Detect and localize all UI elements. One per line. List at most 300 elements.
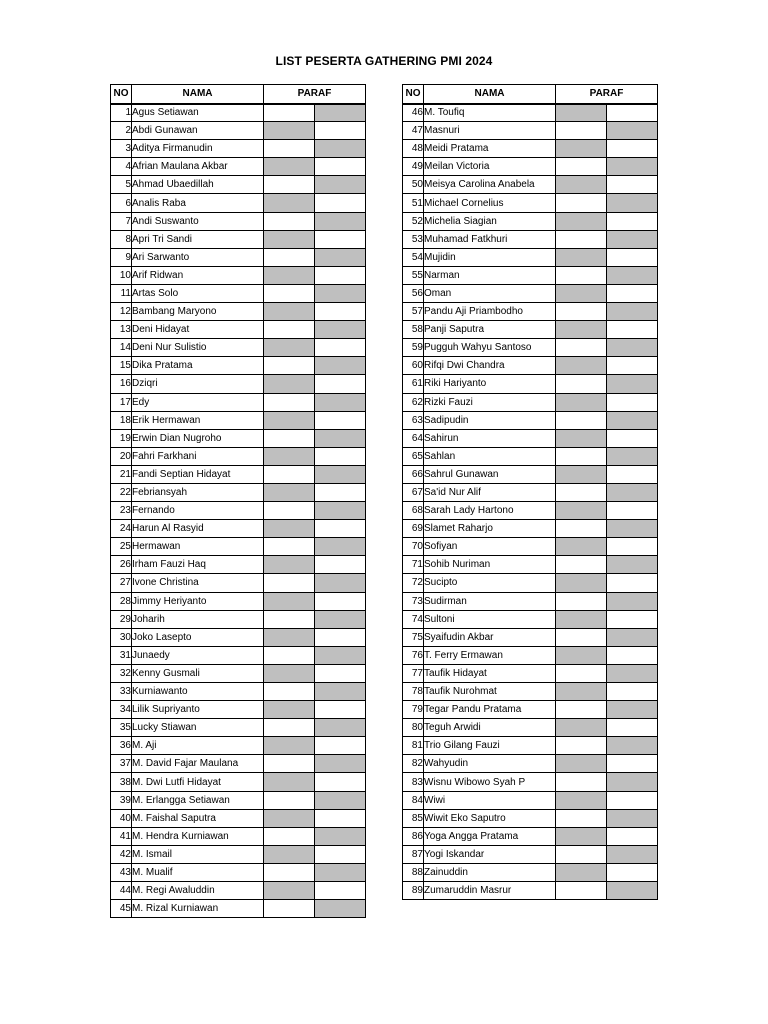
signature-cell-1[interactable] xyxy=(556,556,607,574)
signature-cell-1[interactable] xyxy=(264,447,315,465)
signature-cell-1[interactable] xyxy=(264,176,315,194)
participant-name: Sarah Lady Hartono xyxy=(424,502,556,520)
signature-cell-1[interactable] xyxy=(556,610,607,628)
signature-cell-1[interactable] xyxy=(556,719,607,737)
signature-cell-2[interactable] xyxy=(315,592,366,610)
participant-name: Taufik Hidayat xyxy=(424,664,556,682)
signature-cell-1[interactable] xyxy=(264,248,315,266)
participant-name: Trio Gilang Fauzi xyxy=(424,737,556,755)
participant-name: Ahmad Ubaedillah xyxy=(132,176,264,194)
signature-cell-2[interactable] xyxy=(607,664,658,682)
signature-cell-1[interactable] xyxy=(556,248,607,266)
signature-cell-1[interactable] xyxy=(264,357,315,375)
participant-name: Sucipto xyxy=(424,574,556,592)
signature-cell-2[interactable] xyxy=(607,502,658,520)
signature-cell-2[interactable] xyxy=(315,683,366,701)
signature-cell-1[interactable] xyxy=(264,321,315,339)
participant-name: Meidi Pratama xyxy=(424,140,556,158)
signature-cell-2[interactable] xyxy=(607,158,658,176)
signature-cell-2[interactable] xyxy=(315,882,366,900)
participant-name: M. Faishal Saputra xyxy=(132,809,264,827)
participant-name: Sa'id Nur Alif xyxy=(424,483,556,501)
row-number: 2 xyxy=(111,122,132,140)
signature-cell-1[interactable] xyxy=(264,556,315,574)
participant-name: Syaifudin Akbar xyxy=(424,628,556,646)
signature-cell-1[interactable] xyxy=(264,339,315,357)
table-row xyxy=(403,194,658,212)
table-row xyxy=(403,411,658,429)
signature-cell-2[interactable] xyxy=(607,230,658,248)
row-number: 33 xyxy=(111,683,132,701)
participant-name: Wiwi xyxy=(424,791,556,809)
signature-cell-2[interactable] xyxy=(315,538,366,556)
row-number: 42 xyxy=(111,845,132,863)
row-number: 24 xyxy=(111,520,132,538)
signature-cell-1[interactable] xyxy=(264,375,315,393)
row-number: 43 xyxy=(111,863,132,881)
signature-cell-1[interactable] xyxy=(556,393,607,411)
participant-name: Michael Cornelius xyxy=(424,194,556,212)
signature-cell-1[interactable] xyxy=(556,230,607,248)
table-row xyxy=(111,574,366,592)
table-row xyxy=(403,628,658,646)
participant-name: Harun Al Rasyid xyxy=(132,520,264,538)
signature-cell-2[interactable] xyxy=(315,574,366,592)
signature-cell-2[interactable] xyxy=(315,719,366,737)
signature-cell-2[interactable] xyxy=(315,827,366,845)
participant-name: Jimmy Heriyanto xyxy=(132,592,264,610)
signature-cell-1[interactable] xyxy=(556,646,607,664)
signature-cell-2[interactable] xyxy=(315,610,366,628)
participant-name: Sadipudin xyxy=(424,411,556,429)
table-row xyxy=(403,809,658,827)
signature-cell-2[interactable] xyxy=(315,502,366,520)
participant-name: Aditya Firmanudin xyxy=(132,140,264,158)
signature-cell-2[interactable] xyxy=(607,863,658,881)
signature-cell-1[interactable] xyxy=(264,809,315,827)
signature-cell-2[interactable] xyxy=(607,845,658,863)
signature-cell-2[interactable] xyxy=(315,646,366,664)
signature-cell-1[interactable] xyxy=(556,483,607,501)
signature-cell-2[interactable] xyxy=(315,845,366,863)
signature-cell-1[interactable] xyxy=(264,882,315,900)
table-row xyxy=(403,556,658,574)
table-row xyxy=(403,266,658,284)
signature-cell-2[interactable] xyxy=(315,791,366,809)
signature-cell-1[interactable] xyxy=(556,357,607,375)
participant-name: Riki Hariyanto xyxy=(424,375,556,393)
signature-cell-2[interactable] xyxy=(315,701,366,719)
signature-cell-1[interactable] xyxy=(264,230,315,248)
table-row xyxy=(403,176,658,194)
signature-cell-1[interactable] xyxy=(556,502,607,520)
signature-cell-1[interactable] xyxy=(264,628,315,646)
signature-cell-1[interactable] xyxy=(264,393,315,411)
signature-cell-2[interactable] xyxy=(607,683,658,701)
signature-cell-1[interactable] xyxy=(556,827,607,845)
signature-cell-2[interactable] xyxy=(607,429,658,447)
table-row xyxy=(111,628,366,646)
row-number: 35 xyxy=(111,719,132,737)
signature-cell-1[interactable] xyxy=(556,683,607,701)
signature-cell-2[interactable] xyxy=(315,447,366,465)
row-number: 64 xyxy=(403,429,424,447)
signature-cell-2[interactable] xyxy=(315,212,366,230)
participant-name: Zainuddin xyxy=(424,863,556,881)
participant-name: Joharih xyxy=(132,610,264,628)
row-number: 29 xyxy=(111,610,132,628)
signature-cell-1[interactable] xyxy=(556,303,607,321)
signature-cell-1[interactable] xyxy=(264,429,315,447)
row-number: 59 xyxy=(403,339,424,357)
signature-cell-2[interactable] xyxy=(315,339,366,357)
signature-cell-1[interactable] xyxy=(556,321,607,339)
signature-cell-1[interactable] xyxy=(556,284,607,302)
participant-name: Sohib Nuriman xyxy=(424,556,556,574)
signature-cell-2[interactable] xyxy=(315,755,366,773)
participant-name: Arif Ridwan xyxy=(132,266,264,284)
signature-cell-1[interactable] xyxy=(264,194,315,212)
signature-cell-2[interactable] xyxy=(607,447,658,465)
signature-cell-1[interactable] xyxy=(556,411,607,429)
signature-cell-2[interactable] xyxy=(607,140,658,158)
signature-cell-2[interactable] xyxy=(315,284,366,302)
table-row xyxy=(403,321,658,339)
signature-cell-1[interactable] xyxy=(264,900,315,918)
table-row xyxy=(403,701,658,719)
signature-cell-1[interactable] xyxy=(556,140,607,158)
participant-name: Slamet Raharjo xyxy=(424,520,556,538)
row-number: 27 xyxy=(111,574,132,592)
signature-cell-1[interactable] xyxy=(556,375,607,393)
signature-cell-2[interactable] xyxy=(315,104,366,122)
signature-cell-2[interactable] xyxy=(607,719,658,737)
signature-cell-2[interactable] xyxy=(315,176,366,194)
table-row xyxy=(111,863,366,881)
signature-cell-1[interactable] xyxy=(556,122,607,140)
header-paraf: PARAF xyxy=(556,85,658,104)
row-number: 83 xyxy=(403,773,424,791)
signature-cell-1[interactable] xyxy=(556,882,607,900)
signature-cell-2[interactable] xyxy=(315,158,366,176)
signature-cell-2[interactable] xyxy=(315,230,366,248)
row-number: 44 xyxy=(111,882,132,900)
signature-cell-2[interactable] xyxy=(607,737,658,755)
signature-cell-1[interactable] xyxy=(264,104,315,122)
signature-cell-1[interactable] xyxy=(556,447,607,465)
table-row xyxy=(111,122,366,140)
participant-name: Wahyudin xyxy=(424,755,556,773)
signature-cell-1[interactable] xyxy=(264,538,315,556)
signature-cell-1[interactable] xyxy=(556,158,607,176)
participant-name: Abdi Gunawan xyxy=(132,122,264,140)
table-row xyxy=(403,863,658,881)
signature-cell-2[interactable] xyxy=(315,194,366,212)
signature-cell-2[interactable] xyxy=(607,755,658,773)
signature-cell-2[interactable] xyxy=(607,538,658,556)
signature-cell-2[interactable] xyxy=(607,791,658,809)
signature-cell-1[interactable] xyxy=(556,773,607,791)
header-no: NO xyxy=(111,85,132,104)
signature-cell-1[interactable] xyxy=(264,755,315,773)
signature-cell-1[interactable] xyxy=(264,701,315,719)
row-number: 50 xyxy=(403,176,424,194)
participant-name: Kurniawanto xyxy=(132,683,264,701)
signature-cell-1[interactable] xyxy=(264,683,315,701)
signature-cell-1[interactable] xyxy=(556,520,607,538)
row-number: 76 xyxy=(403,646,424,664)
signature-cell-1[interactable] xyxy=(264,122,315,140)
signature-cell-2[interactable] xyxy=(607,266,658,284)
signature-cell-2[interactable] xyxy=(315,900,366,918)
signature-cell-2[interactable] xyxy=(315,664,366,682)
table-row xyxy=(111,357,366,375)
signature-cell-2[interactable] xyxy=(607,465,658,483)
signature-cell-2[interactable] xyxy=(315,411,366,429)
signature-cell-2[interactable] xyxy=(315,266,366,284)
signature-cell-1[interactable] xyxy=(556,266,607,284)
signature-cell-1[interactable] xyxy=(264,502,315,520)
signature-cell-1[interactable] xyxy=(556,429,607,447)
signature-cell-1[interactable] xyxy=(264,158,315,176)
header-paraf: PARAF xyxy=(264,85,366,104)
signature-cell-2[interactable] xyxy=(607,827,658,845)
signature-cell-2[interactable] xyxy=(607,393,658,411)
signature-cell-2[interactable] xyxy=(607,610,658,628)
signature-cell-2[interactable] xyxy=(607,773,658,791)
signature-cell-1[interactable] xyxy=(264,664,315,682)
signature-cell-2[interactable] xyxy=(607,646,658,664)
signature-cell-2[interactable] xyxy=(315,773,366,791)
participant-name: Deni Hidayat xyxy=(132,321,264,339)
table-row xyxy=(111,773,366,791)
participant-name: M. Dwi Lutfi Hidayat xyxy=(132,773,264,791)
signature-cell-2[interactable] xyxy=(315,809,366,827)
participant-name: Tegar Pandu Pratama xyxy=(424,701,556,719)
row-number: 47 xyxy=(403,122,424,140)
table-row xyxy=(403,592,658,610)
signature-cell-1[interactable] xyxy=(556,465,607,483)
signature-cell-2[interactable] xyxy=(607,411,658,429)
signature-cell-1[interactable] xyxy=(556,845,607,863)
signature-cell-2[interactable] xyxy=(315,303,366,321)
participant-name: Lucky Stiawan xyxy=(132,719,264,737)
table-row xyxy=(111,284,366,302)
participant-name: M. David Fajar Maulana xyxy=(132,755,264,773)
signature-cell-1[interactable] xyxy=(264,646,315,664)
table-row xyxy=(403,502,658,520)
row-number: 75 xyxy=(403,628,424,646)
participant-name: Junaedy xyxy=(132,646,264,664)
signature-cell-1[interactable] xyxy=(264,791,315,809)
row-number: 48 xyxy=(403,140,424,158)
signature-cell-1[interactable] xyxy=(556,176,607,194)
participant-name: Apri Tri Sandi xyxy=(132,230,264,248)
signature-cell-2[interactable] xyxy=(607,483,658,501)
signature-cell-2[interactable] xyxy=(607,882,658,900)
signature-cell-1[interactable] xyxy=(264,719,315,737)
table-row xyxy=(111,755,366,773)
table-row xyxy=(111,375,366,393)
signature-cell-2[interactable] xyxy=(315,628,366,646)
signature-cell-1[interactable] xyxy=(264,863,315,881)
signature-cell-2[interactable] xyxy=(607,303,658,321)
signature-cell-2[interactable] xyxy=(607,592,658,610)
signature-cell-2[interactable] xyxy=(607,375,658,393)
signature-cell-2[interactable] xyxy=(607,212,658,230)
participant-name: Panji Saputra xyxy=(424,321,556,339)
signature-cell-1[interactable] xyxy=(556,538,607,556)
signature-cell-2[interactable] xyxy=(607,176,658,194)
signature-cell-1[interactable] xyxy=(264,773,315,791)
signature-cell-1[interactable] xyxy=(556,104,607,122)
row-number: 52 xyxy=(403,212,424,230)
signature-cell-1[interactable] xyxy=(264,465,315,483)
signature-cell-2[interactable] xyxy=(607,321,658,339)
row-number: 25 xyxy=(111,538,132,556)
row-number: 71 xyxy=(403,556,424,574)
signature-cell-1[interactable] xyxy=(264,483,315,501)
table-row xyxy=(111,158,366,176)
participant-name: Ari Sarwanto xyxy=(132,248,264,266)
signature-cell-1[interactable] xyxy=(264,411,315,429)
signature-cell-2[interactable] xyxy=(607,194,658,212)
signature-cell-2[interactable] xyxy=(607,520,658,538)
signature-cell-2[interactable] xyxy=(315,321,366,339)
signature-cell-2[interactable] xyxy=(315,465,366,483)
table-row xyxy=(403,646,658,664)
signature-cell-2[interactable] xyxy=(315,248,366,266)
signature-cell-1[interactable] xyxy=(264,303,315,321)
row-number: 70 xyxy=(403,538,424,556)
participant-name: Sofiyan xyxy=(424,538,556,556)
participant-name: Edy xyxy=(132,393,264,411)
row-number: 19 xyxy=(111,429,132,447)
row-number: 4 xyxy=(111,158,132,176)
signature-cell-2[interactable] xyxy=(607,701,658,719)
row-number: 23 xyxy=(111,502,132,520)
participant-name: Masnuri xyxy=(424,122,556,140)
signature-cell-1[interactable] xyxy=(556,194,607,212)
signature-cell-2[interactable] xyxy=(607,357,658,375)
row-number: 38 xyxy=(111,773,132,791)
signature-cell-1[interactable] xyxy=(264,266,315,284)
participant-name: Oman xyxy=(424,284,556,302)
signature-cell-2[interactable] xyxy=(607,556,658,574)
signature-cell-2[interactable] xyxy=(607,574,658,592)
signature-cell-1[interactable] xyxy=(264,610,315,628)
signature-cell-2[interactable] xyxy=(607,339,658,357)
signature-cell-1[interactable] xyxy=(264,827,315,845)
row-number: 57 xyxy=(403,303,424,321)
signature-cell-1[interactable] xyxy=(556,755,607,773)
signature-cell-2[interactable] xyxy=(315,483,366,501)
signature-cell-2[interactable] xyxy=(607,104,658,122)
signature-cell-1[interactable] xyxy=(556,863,607,881)
signature-cell-1[interactable] xyxy=(264,212,315,230)
row-number: 84 xyxy=(403,791,424,809)
row-number: 10 xyxy=(111,266,132,284)
row-number: 30 xyxy=(111,628,132,646)
signature-cell-1[interactable] xyxy=(556,737,607,755)
row-number: 63 xyxy=(403,411,424,429)
table-row xyxy=(111,538,366,556)
row-number: 88 xyxy=(403,863,424,881)
signature-cell-1[interactable] xyxy=(264,845,315,863)
table-row xyxy=(111,556,366,574)
row-number: 41 xyxy=(111,827,132,845)
participant-name: Kenny Gusmali xyxy=(132,664,264,682)
signature-cell-2[interactable] xyxy=(607,284,658,302)
signature-cell-2[interactable] xyxy=(315,357,366,375)
row-number: 12 xyxy=(111,303,132,321)
table-row xyxy=(403,773,658,791)
row-number: 60 xyxy=(403,357,424,375)
signature-cell-2[interactable] xyxy=(315,375,366,393)
participant-name: Joko Lasepto xyxy=(132,628,264,646)
signature-cell-1[interactable] xyxy=(556,791,607,809)
participant-name: Yoga Angga Pratama xyxy=(424,827,556,845)
signature-cell-1[interactable] xyxy=(264,140,315,158)
participant-name: Agus Setiawan xyxy=(132,104,264,122)
table-row xyxy=(111,393,366,411)
signature-cell-2[interactable] xyxy=(607,628,658,646)
table-row xyxy=(111,610,366,628)
row-number: 37 xyxy=(111,755,132,773)
table-row xyxy=(111,827,366,845)
signature-cell-1[interactable] xyxy=(556,809,607,827)
signature-cell-1[interactable] xyxy=(556,574,607,592)
signature-cell-1[interactable] xyxy=(556,339,607,357)
signature-cell-1[interactable] xyxy=(264,574,315,592)
signature-cell-2[interactable] xyxy=(315,393,366,411)
table-row xyxy=(403,104,658,122)
signature-cell-1[interactable] xyxy=(264,737,315,755)
signature-cell-2[interactable] xyxy=(315,556,366,574)
row-number: 7 xyxy=(111,212,132,230)
signature-cell-1[interactable] xyxy=(556,701,607,719)
signature-cell-2[interactable] xyxy=(315,429,366,447)
row-number: 40 xyxy=(111,809,132,827)
signature-cell-2[interactable] xyxy=(315,863,366,881)
row-number: 14 xyxy=(111,339,132,357)
signature-cell-2[interactable] xyxy=(315,122,366,140)
signature-cell-1[interactable] xyxy=(556,212,607,230)
row-number: 86 xyxy=(403,827,424,845)
row-number: 17 xyxy=(111,393,132,411)
participant-name: Pandu Aji Priambodho xyxy=(424,303,556,321)
signature-cell-2[interactable] xyxy=(315,520,366,538)
signature-cell-1[interactable] xyxy=(264,520,315,538)
row-number: 73 xyxy=(403,592,424,610)
participant-name: M. Toufiq xyxy=(424,104,556,122)
table-row xyxy=(111,809,366,827)
table-row xyxy=(111,194,366,212)
signature-cell-2[interactable] xyxy=(607,122,658,140)
row-number: 72 xyxy=(403,574,424,592)
signature-cell-2[interactable] xyxy=(607,809,658,827)
participant-name: Bambang Maryono xyxy=(132,303,264,321)
signature-cell-1[interactable] xyxy=(556,664,607,682)
participant-name: M. Ismail xyxy=(132,845,264,863)
signature-cell-2[interactable] xyxy=(315,737,366,755)
signature-cell-1[interactable] xyxy=(556,592,607,610)
signature-cell-2[interactable] xyxy=(607,248,658,266)
signature-cell-1[interactable] xyxy=(264,284,315,302)
signature-cell-1[interactable] xyxy=(556,628,607,646)
signature-cell-1[interactable] xyxy=(264,592,315,610)
signature-cell-2[interactable] xyxy=(315,140,366,158)
